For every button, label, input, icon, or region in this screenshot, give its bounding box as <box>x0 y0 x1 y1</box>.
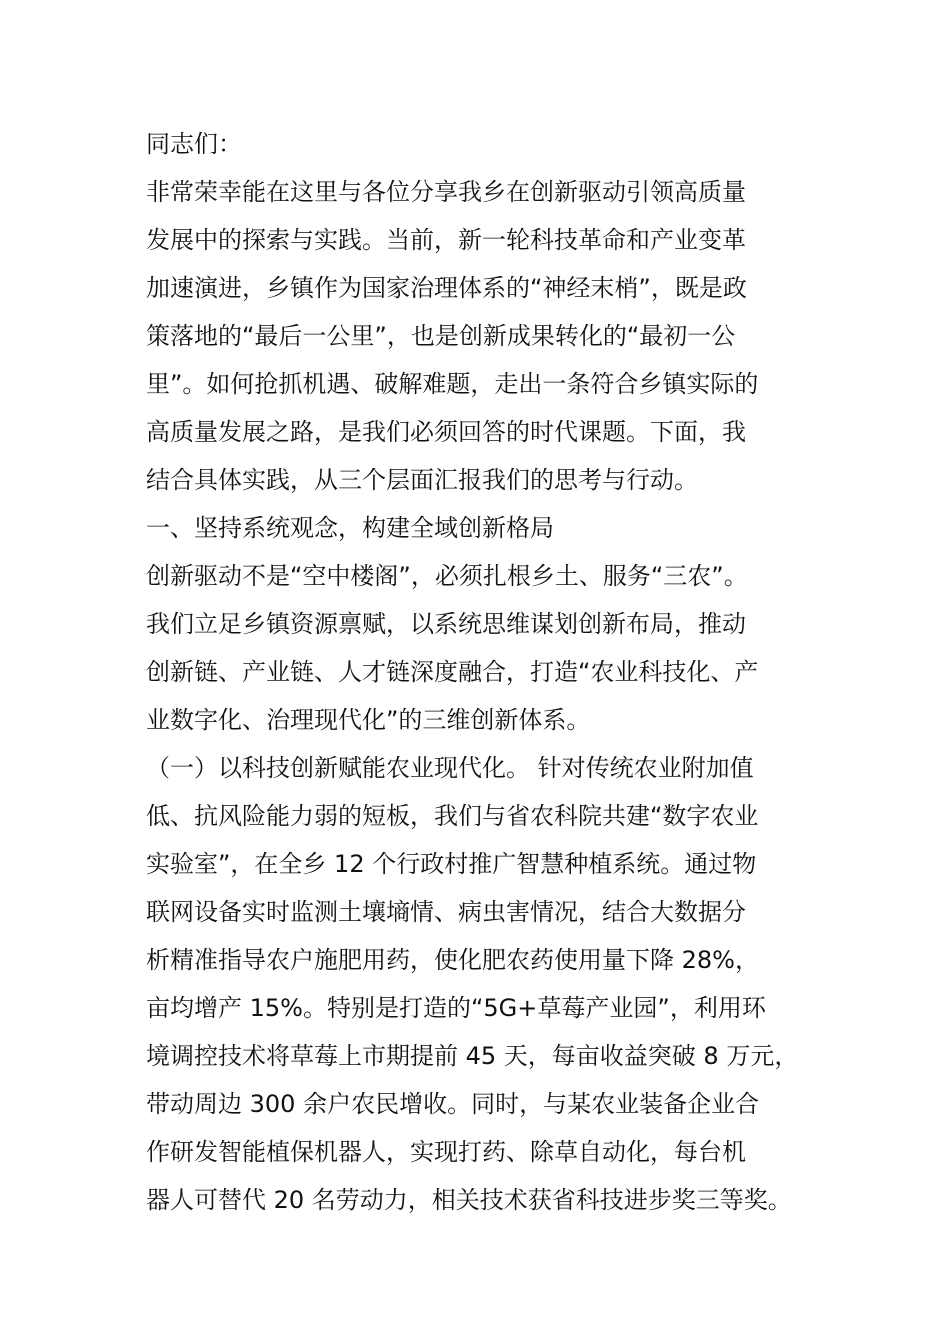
subsection-paragraph-line: 作研发智能植保机器人，实现打药、除草自动化，每台机 <box>146 1138 746 1166</box>
section-paragraph-line: 我们立足乡镇资源禀赋，以系统思维谋划创新布局，推动 <box>146 610 746 638</box>
subsection-paragraph-line: 器人可替代 20 名劳动力，相关技术获省科技进步奖三等奖。 <box>146 1186 792 1214</box>
subsection-paragraph-line: 析精准指导农户施肥用药，使化肥农药使用量下降 28%， <box>146 946 759 974</box>
subsection-paragraph-line: 亩均增产 15%。特别是打造的“5G+草莓产业园”，利用环 <box>146 994 766 1022</box>
subsection-paragraph-line: 联网设备实时监测土壤墒情、病虫害情况，结合大数据分 <box>146 898 746 926</box>
intro-paragraph-line: 加速演进，乡镇作为国家治理体系的“神经末梢”，既是政 <box>146 274 747 302</box>
intro-paragraph-line: 结合具体实践，从三个层面汇报我们的思考与行动。 <box>146 466 698 494</box>
section-paragraph-line: 业数字化、治理现代化”的三维创新体系。 <box>146 706 591 734</box>
intro-paragraph-line: 策落地的“最后一公里”，也是创新成果转化的“最初一公 <box>146 322 736 350</box>
intro-paragraph-line: 里”。如何抢抓机遇、破解难题，走出一条符合乡镇实际的 <box>146 370 759 398</box>
intro-paragraph-line: 高质量发展之路，是我们必须回答的时代课题。下面，我 <box>146 418 746 446</box>
subsection-paragraph-line: 带动周边 300 余户农民增收。同时，与某农业装备企业合 <box>146 1090 760 1118</box>
salutation: 同志们： <box>146 130 242 158</box>
section-paragraph-line: 创新链、产业链、人才链深度融合，打造“农业科技化、产 <box>146 658 759 686</box>
subsection-paragraph-line: （一）以科技创新赋能农业现代化。 针对传统农业附加值 <box>146 754 754 782</box>
document-body <box>146 120 836 1224</box>
section-heading: 一、坚持系统观念，构建全域创新格局 <box>146 514 554 542</box>
subsection-paragraph-line: 境调控技术将草莓上市期提前 45 天，每亩收益突破 8 万元， <box>146 1042 799 1070</box>
intro-paragraph-line: 发展中的探索与实践。当前，新一轮科技革命和产业变革 <box>146 226 746 254</box>
subsection-paragraph-line: 低、抗风险能力弱的短板，我们与省农科院共建“数字农业 <box>146 802 759 830</box>
intro-paragraph-line: 非常荣幸能在这里与各位分享我乡在创新驱动引领高质量 <box>146 178 746 206</box>
section-paragraph-line: 创新驱动不是“空中楼阁”，必须扎根乡土、服务“三农”。 <box>146 562 748 590</box>
subsection-paragraph-line: 实验室”，在全乡 12 个行政村推广智慧种植系统。通过物 <box>146 850 757 878</box>
